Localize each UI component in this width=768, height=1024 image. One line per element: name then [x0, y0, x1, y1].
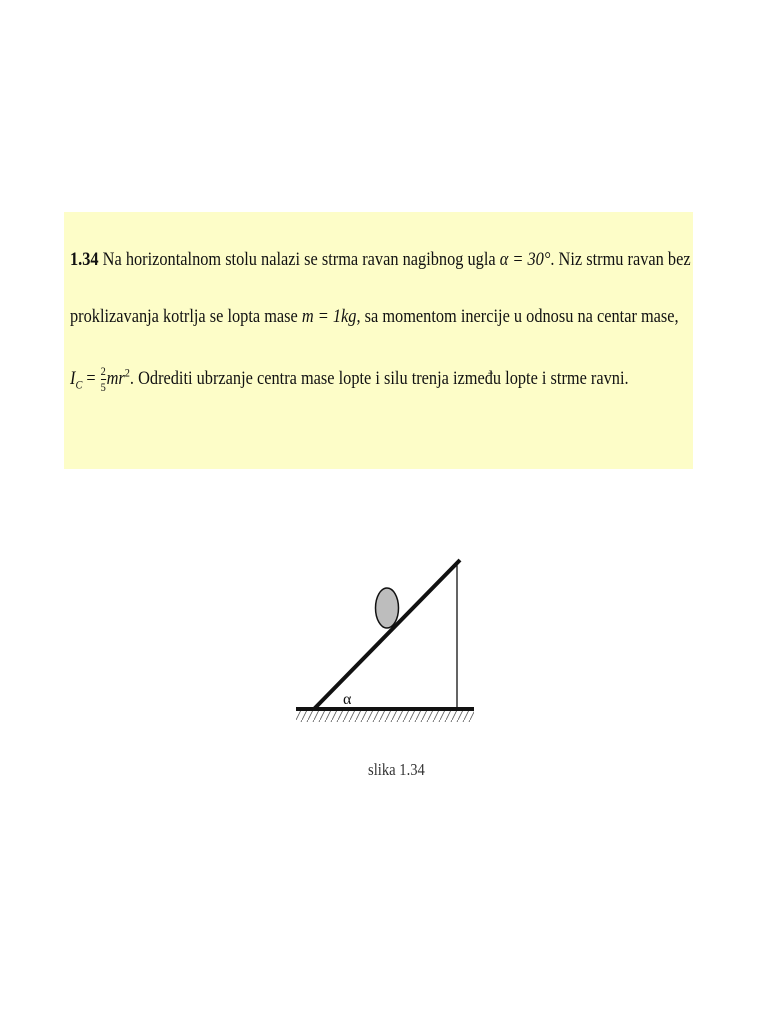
angle-label: α [343, 691, 352, 708]
inertia-symbol: I [70, 367, 76, 389]
ball [376, 588, 399, 628]
problem-line2-tail: , sa momentom inercije u odnosu na centar mase, [356, 306, 679, 327]
fraction-denominator: 5 [100, 380, 106, 394]
problem-statement-box [64, 212, 693, 469]
incline-surface [314, 560, 460, 709]
ground-hatching [296, 710, 474, 722]
fraction-numerator: 2 [100, 364, 106, 378]
equals-sign: = [82, 367, 100, 389]
problem-line-1 [70, 249, 691, 271]
problem-number: 1.34 [70, 249, 99, 270]
mr-exponent: 2 [124, 365, 130, 380]
problem-line-2 [70, 306, 679, 328]
mr-term: mr [106, 367, 125, 389]
figure-caption: slika 1.34 [368, 760, 425, 779]
problem-line-3 [70, 365, 629, 394]
problem-line1-text: Na horizontalnom stolu nalazi se strma ravan nagibnog ugla [102, 249, 496, 270]
fraction [101, 365, 106, 394]
problem-line2-text: proklizavanja kotrlja se lopta mase [70, 306, 298, 327]
angle-value: α = 30° [499, 249, 551, 270]
inertia-subscript: C [75, 377, 83, 392]
mass-value: m = 1kg [301, 306, 357, 327]
problem-line3-tail: . Odrediti ubrzanje centra mase lopte i silu trenja između lopte i strme ravni. [129, 367, 629, 389]
incline-figure [290, 552, 480, 732]
problem-line1-tail: . Niz strmu ravan bez [550, 249, 691, 270]
